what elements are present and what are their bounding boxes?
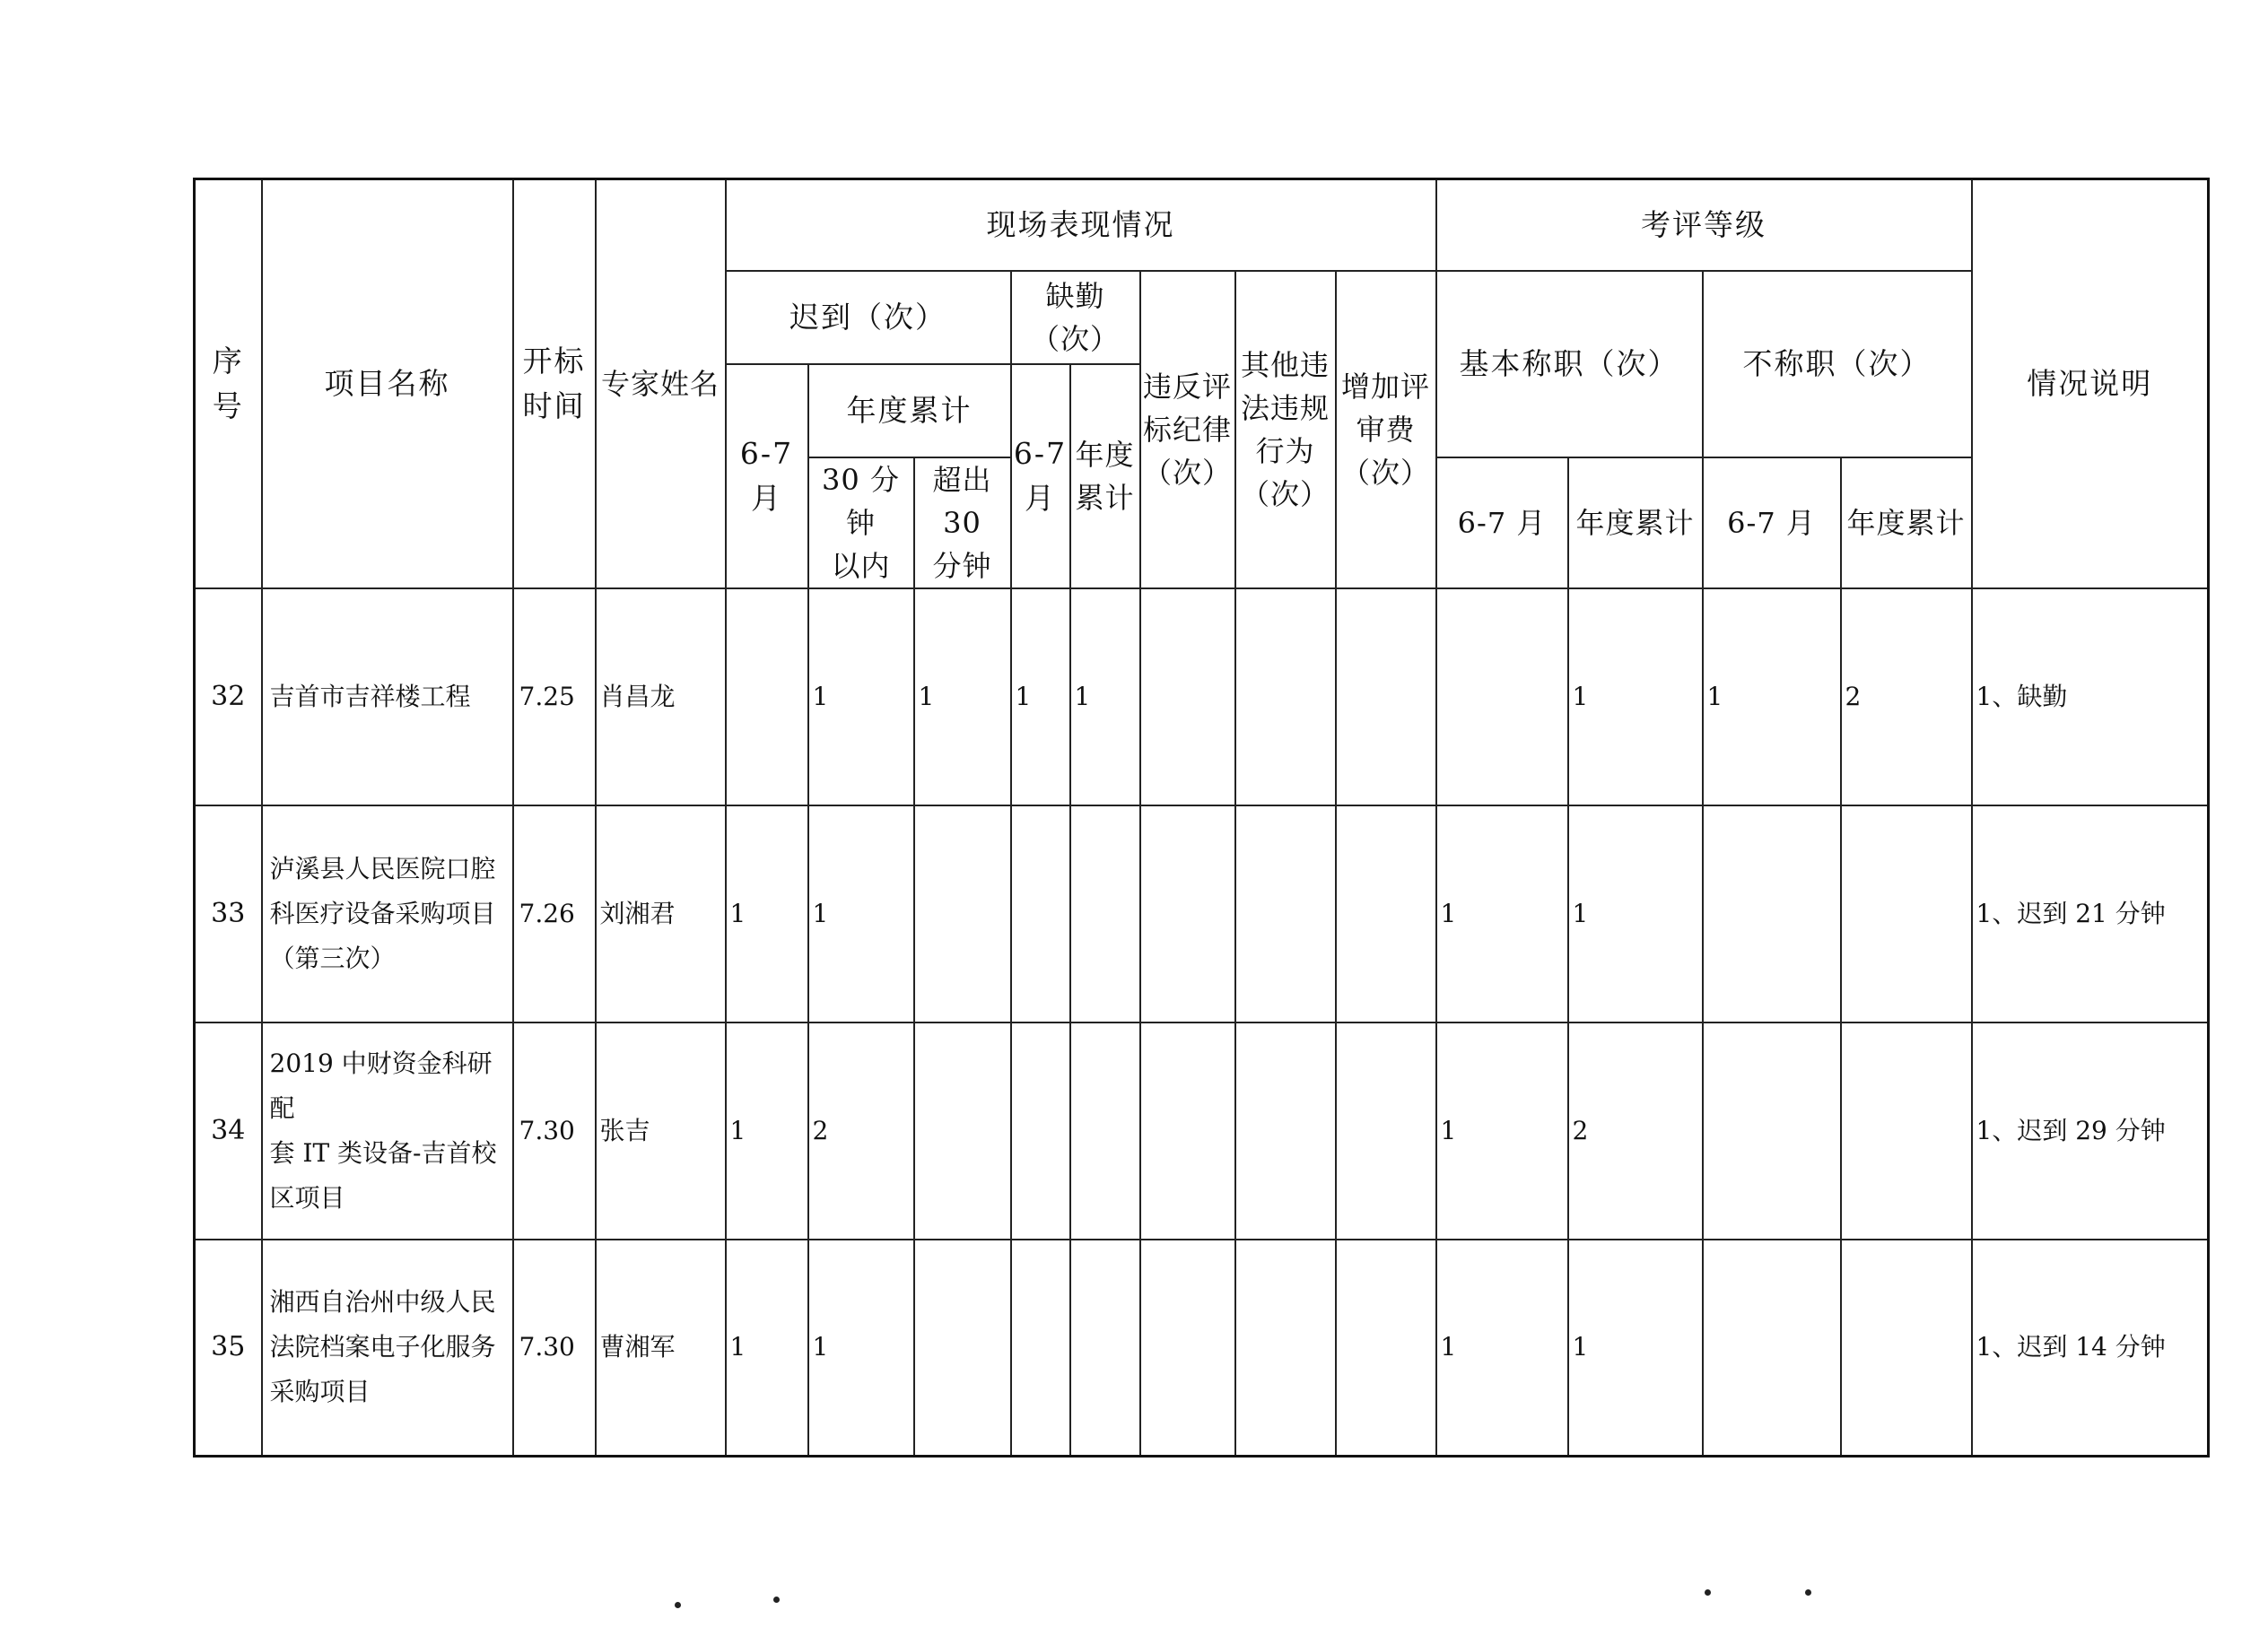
cell-seq: 35 [195, 1240, 262, 1457]
cell-seq: 34 [195, 1022, 262, 1240]
cell-late-within-30: 1 [808, 588, 914, 805]
header-remarks: 情况说明 [1972, 179, 2209, 588]
cell-other-violation [1235, 588, 1336, 805]
cell-late-period [726, 588, 808, 805]
cell-absence-period: 1 [1011, 588, 1070, 805]
cell-project: 湘西自治州中级人民 法院档案电子化服务 采购项目 [262, 1240, 513, 1457]
cell-late-within-30: 1 [808, 1240, 914, 1457]
cell-late-over-30 [914, 1022, 1011, 1240]
cell-discipline [1140, 588, 1235, 805]
cell-late-over-30 [914, 1240, 1011, 1457]
cell-incompetent-annual: 2 [1841, 588, 1972, 805]
header-project-name: 项目名称 [262, 179, 513, 588]
cell-expert: 肖昌龙 [596, 588, 726, 805]
cell-late-within-30: 1 [808, 805, 914, 1022]
scan-speck [1705, 1589, 1711, 1596]
cell-incompetent-period: 1 [1703, 588, 1841, 805]
cell-project: 泸溪县人民医院口腔 科医疗设备采购项目 （第三次） [262, 805, 513, 1022]
header-onsite-performance: 现场表现情况 [726, 179, 1436, 271]
cell-absence-period [1011, 805, 1070, 1022]
cell-absence-period [1011, 1022, 1070, 1240]
cell-late-over-30: 1 [914, 588, 1011, 805]
cell-other-violation [1235, 1240, 1336, 1457]
cell-late-over-30 [914, 805, 1011, 1022]
cell-time: 7.26 [513, 805, 596, 1022]
header-basic-period: 6-7 月 [1436, 457, 1568, 588]
table-row [195, 805, 2209, 1022]
cell-time: 7.30 [513, 1240, 596, 1457]
cell-late-period: 1 [726, 1022, 808, 1240]
header-late-annual: 年度累计 [808, 364, 1011, 457]
cell-basic-annual: 1 [1568, 1240, 1703, 1457]
cell-extra-fee [1336, 1022, 1436, 1240]
cell-basic-annual: 1 [1568, 588, 1703, 805]
table-row [195, 1240, 2209, 1457]
header-late: 迟到（次） [726, 271, 1011, 364]
header-expert-name: 专家姓名 [596, 179, 726, 588]
cell-remark: 1、缺勤 [1972, 588, 2209, 805]
cell-absence-annual [1070, 805, 1140, 1022]
cell-basic-annual: 1 [1568, 805, 1703, 1022]
cell-incompetent-annual [1841, 805, 1972, 1022]
header-other-violation: 其他违 法违规 行为 （次） [1235, 271, 1336, 588]
table-row [195, 1022, 2209, 1240]
cell-seq: 33 [195, 805, 262, 1022]
cell-time: 7.25 [513, 588, 596, 805]
cell-basic-period: 1 [1436, 1022, 1568, 1240]
header-bid-time: 开标 时间 [513, 179, 596, 588]
cell-incompetent-annual [1841, 1022, 1972, 1240]
cell-expert: 刘湘君 [596, 805, 726, 1022]
cell-basic-period: 1 [1436, 1240, 1568, 1457]
cell-basic-period [1436, 588, 1568, 805]
cell-expert: 曹湘军 [596, 1240, 726, 1457]
cell-other-violation [1235, 805, 1336, 1022]
header-evaluation-grade: 考评等级 [1436, 179, 1972, 271]
cell-discipline [1140, 1240, 1235, 1457]
cell-remark: 1、迟到 29 分钟 [1972, 1022, 2209, 1240]
cell-discipline [1140, 1022, 1235, 1240]
header-late-period: 6-7 月 [726, 364, 808, 588]
header-extra-fee: 增加评 审费 （次） [1336, 271, 1436, 588]
header-late-within-30: 30 分钟 以内 [808, 457, 914, 588]
cell-absence-period [1011, 1240, 1070, 1457]
cell-absence-annual: 1 [1070, 588, 1140, 805]
cell-incompetent-period [1703, 1240, 1841, 1457]
header-absence-period: 6-7 月 [1011, 364, 1070, 588]
cell-basic-annual: 2 [1568, 1022, 1703, 1240]
cell-incompetent-annual [1841, 1240, 1972, 1457]
cell-discipline [1140, 805, 1235, 1022]
cell-remark: 1、迟到 21 分钟 [1972, 805, 2209, 1022]
cell-late-period: 1 [726, 805, 808, 1022]
header-basic-competent: 基本称职（次） [1436, 271, 1703, 457]
header-incompetent: 不称职（次） [1703, 271, 1972, 457]
cell-project: 2019 中财资金科研配 套 IT 类设备-吉首校 区项目 [262, 1022, 513, 1240]
cell-extra-fee [1336, 588, 1436, 805]
cell-basic-period: 1 [1436, 805, 1568, 1022]
cell-incompetent-period [1703, 805, 1841, 1022]
cell-project: 吉首市吉祥楼工程 [262, 588, 513, 805]
header-absence: 缺勤（次） [1011, 271, 1140, 364]
cell-extra-fee [1336, 805, 1436, 1022]
cell-incompetent-period [1703, 1022, 1841, 1240]
cell-extra-fee [1336, 1240, 1436, 1457]
header-incompetent-period: 6-7 月 [1703, 457, 1841, 588]
header-incompetent-annual: 年度累计 [1841, 457, 1972, 588]
scan-speck [1805, 1589, 1811, 1596]
cell-remark: 1、迟到 14 分钟 [1972, 1240, 2209, 1457]
header-discipline: 违反评 标纪律 （次） [1140, 271, 1235, 588]
cell-time: 7.30 [513, 1022, 596, 1240]
cell-late-within-30: 2 [808, 1022, 914, 1240]
cell-other-violation [1235, 1022, 1336, 1240]
cell-absence-annual [1070, 1240, 1140, 1457]
scan-speck [675, 1602, 681, 1608]
header-late-over-30: 超出 30 分钟 [914, 457, 1011, 588]
cell-absence-annual [1070, 1022, 1140, 1240]
header-basic-annual: 年度累计 [1568, 457, 1703, 588]
expert-evaluation-table [193, 178, 2210, 1458]
header-seq: 序 号 [195, 179, 262, 588]
cell-expert: 张吉 [596, 1022, 726, 1240]
header-absence-annual: 年度 累计 [1070, 364, 1140, 588]
cell-seq: 32 [195, 588, 262, 805]
scan-speck [773, 1597, 780, 1603]
cell-late-period: 1 [726, 1240, 808, 1457]
table-row [195, 588, 2209, 805]
